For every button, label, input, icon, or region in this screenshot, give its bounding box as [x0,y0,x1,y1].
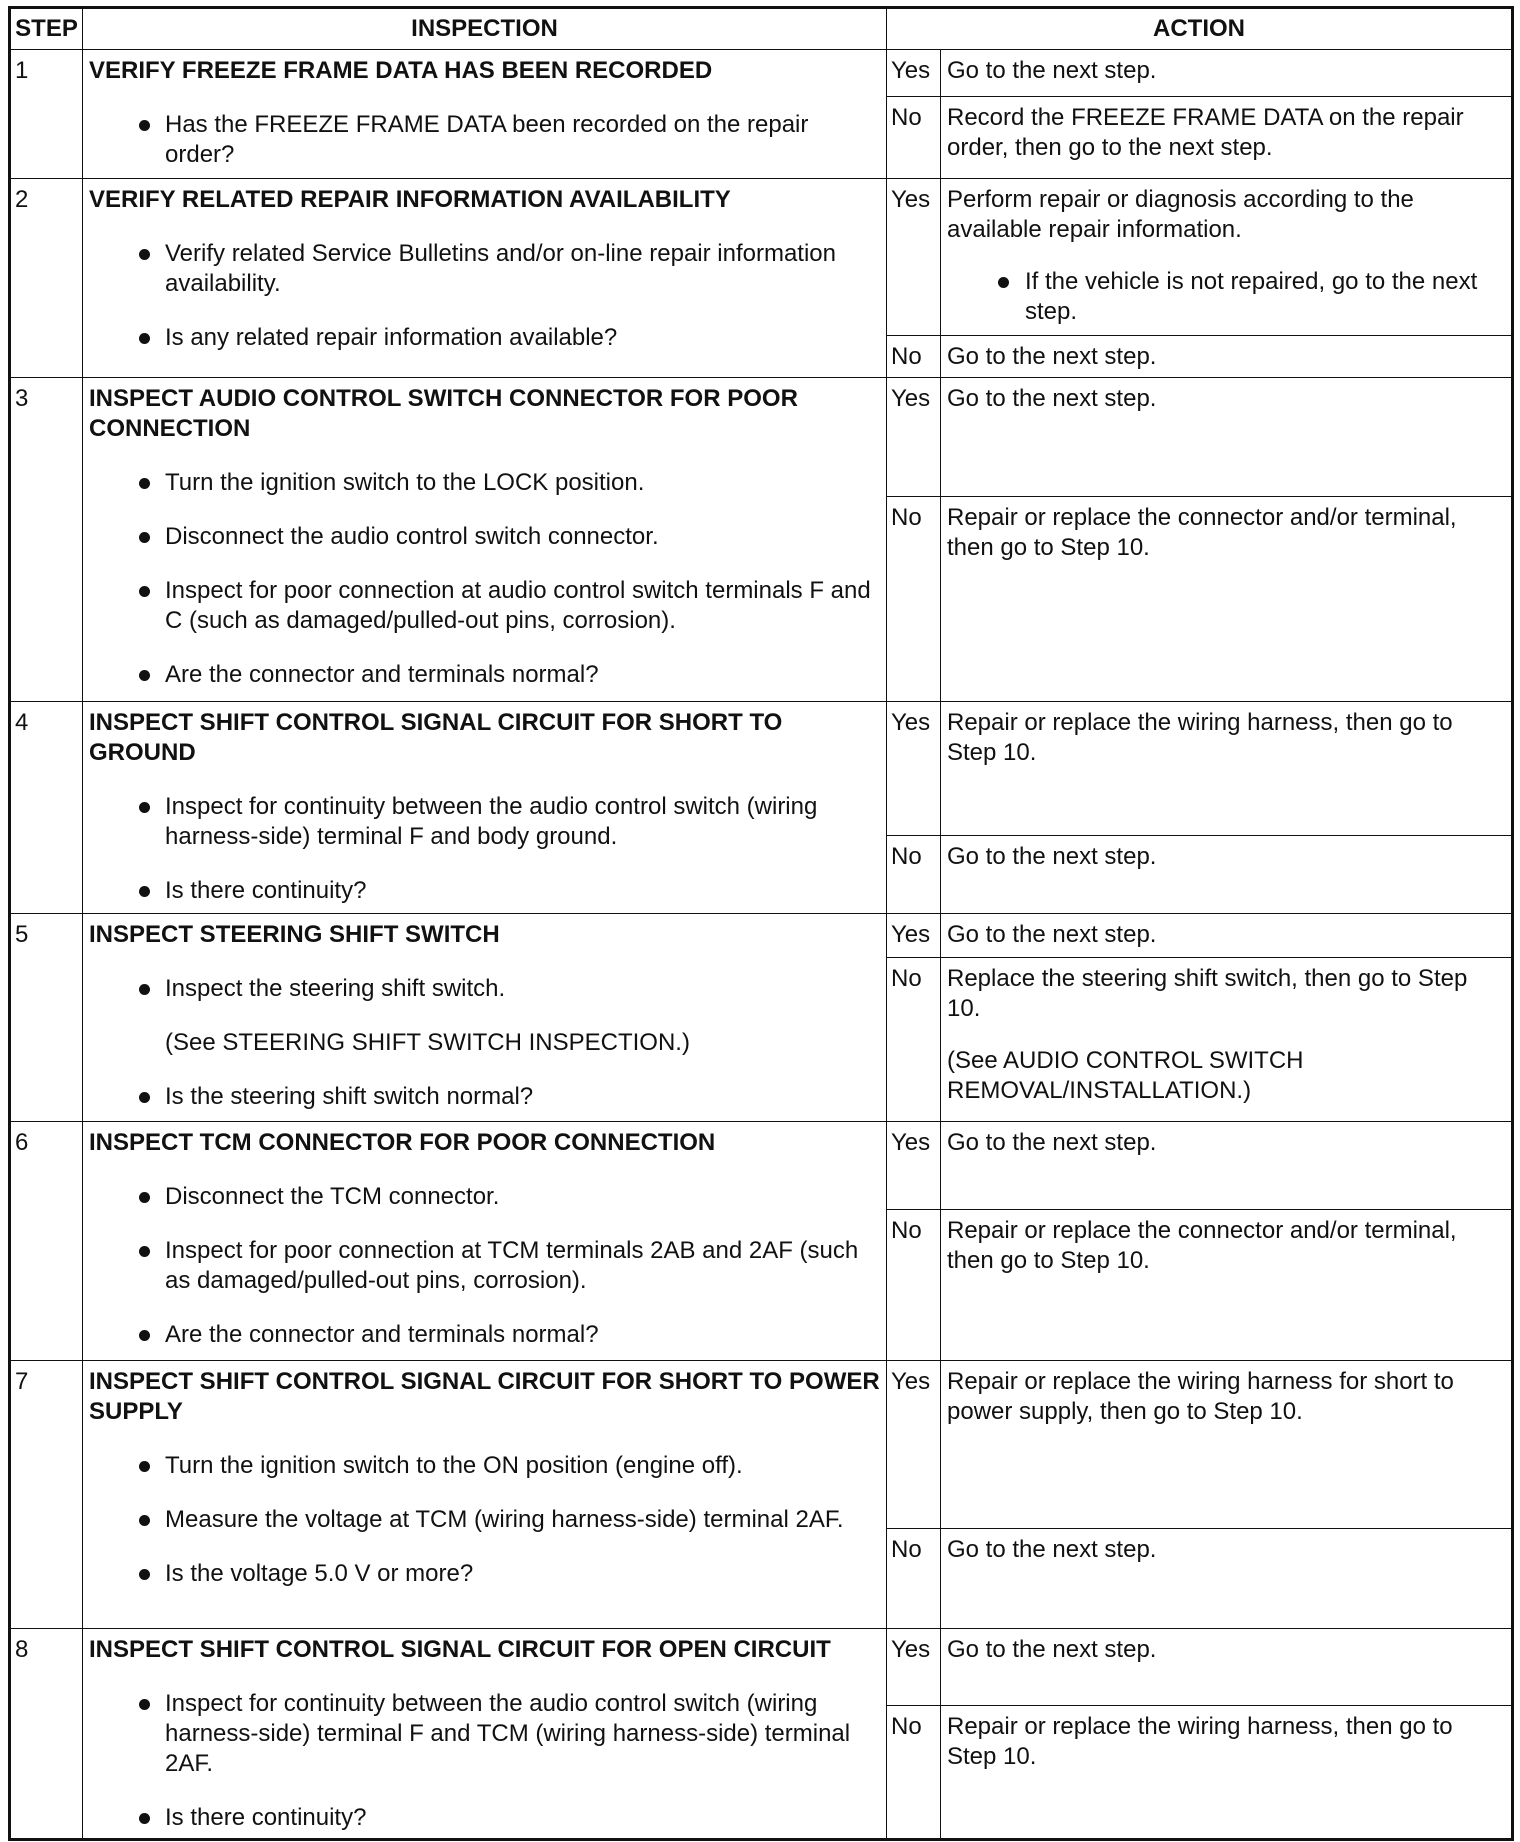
inspection-note: (See STEERING SHIFT SWITCH INSPECTION.) [165,1029,690,1056]
step-row-yes [10,378,1513,497]
step-row-yes [10,1122,1513,1210]
inspection-bullet: Inspect for continuity between the audio control switch (wiring harness-side) terminal F and TCM (wiring harness-side) terminal 2AF. [89,1689,880,1779]
no-action: Go to the next step. [941,336,1513,378]
no-action: Repair or replace the connector and/or terminal, then go to Step 10. [941,497,1513,702]
yes-label: Yes [887,1122,941,1210]
inspection-cell [83,1361,887,1629]
inspection-bullet: Is there continuity? [89,876,880,906]
inspection-bullet: Disconnect the TCM connector. [89,1182,880,1212]
inspection-cell [83,50,887,179]
step-title: INSPECT TCM CONNECTOR FOR POOR CONNECTION [89,1129,716,1156]
no-action: Repair or replace the wiring harness, then go to Step 10. [941,1706,1513,1840]
yes-label: Yes [887,1629,941,1706]
inspection-bullet: Inspect for poor connection at TCM terminals 2AB and 2AF (such as damaged/pulled-out pins, corrosion). [89,1236,880,1296]
no-action: Repair or replace the connector and/or terminal, then go to Step 10. [941,1210,1513,1361]
procedure-table-container [8,6,1511,1841]
inspection-cell [83,1122,887,1361]
step-title: VERIFY RELATED REPAIR INFORMATION AVAILABILITY [89,186,731,213]
step-row-yes [10,179,1513,336]
step-title: INSPECT AUDIO CONTROL SWITCH CONNECTOR FOR POOR CONNECTION [89,385,798,442]
inspection-bullet: Verify related Service Bulletins and/or on-line repair information availability. [89,239,880,299]
action-column-header: ACTION [887,8,1513,50]
action-note: (See AUDIO CONTROL SWITCH REMOVAL/INSTALLATION.) [947,1047,1304,1104]
inspection-bullet: Measure the voltage at TCM (wiring harness-side) terminal 2AF. [89,1505,880,1535]
inspection-bullet: Is the steering shift switch normal? [89,1082,880,1112]
yes-label: Yes [887,179,941,336]
inspection-bullet: Is there continuity? [89,1803,880,1833]
step-number: 8 [10,1629,83,1840]
inspection-bullet: Turn the ignition switch to the ON position (engine off). [89,1451,880,1481]
step-row-yes [10,1361,1513,1529]
inspection-bullet: Inspect for continuity between the audio control switch (wiring harness-side) terminal F and body ground. [89,792,880,852]
inspection-cell [83,378,887,702]
yes-action: Go to the next step. [941,50,1513,97]
yes-label: Yes [887,914,941,958]
step-title: INSPECT SHIFT CONTROL SIGNAL CIRCUIT FOR SHORT TO POWER SUPPLY [89,1368,880,1425]
yes-action: Go to the next step. [941,1122,1513,1210]
yes-label: Yes [887,50,941,97]
action-bullet: If the vehicle is not repaired, go to the next step. [947,267,1505,327]
inspection-bullet: Has the FREEZE FRAME DATA been recorded on the repair order? [89,110,880,170]
yes-action: Repair or replace the wiring harness, then go to Step 10. [941,702,1513,836]
no-label: No [887,1529,941,1629]
step-row-yes [10,50,1513,97]
step-number: 1 [10,50,83,179]
diagnostic-procedure-table [8,6,1514,1841]
step-row-yes [10,702,1513,836]
step-number: 3 [10,378,83,702]
step-title: INSPECT SHIFT CONTROL SIGNAL CIRCUIT FOR OPEN CIRCUIT [89,1636,831,1663]
inspection-cell [83,702,887,914]
yes-label: Yes [887,1361,941,1529]
no-label: No [887,497,941,702]
no-action: Go to the next step. [941,836,1513,914]
step-title: INSPECT STEERING SHIFT SWITCH [89,921,500,948]
yes-label: Yes [887,378,941,497]
no-label: No [887,336,941,378]
yes-action-cell [941,179,1513,336]
step-number: 6 [10,1122,83,1361]
step-column-header: STEP [10,8,83,50]
yes-label: Yes [887,702,941,836]
yes-action: Repair or replace the wiring harness for short to power supply, then go to Step 10. [941,1361,1513,1529]
step-number: 5 [10,914,83,1122]
inspection-cell [83,179,887,378]
no-label: No [887,958,941,1122]
no-label: No [887,836,941,914]
inspection-cell [83,914,887,1122]
inspection-cell [83,1629,887,1840]
no-label: No [887,1210,941,1361]
yes-action: Go to the next step. [941,378,1513,497]
no-action: Replace the steering shift switch, then go to Step 10. [947,965,1468,1022]
step-row-yes [10,1629,1513,1706]
inspection-bullet: Turn the ignition switch to the LOCK position. [89,468,880,498]
inspection-bullet: Inspect the steering shift switch. [89,974,880,1004]
step-number: 7 [10,1361,83,1629]
inspection-column-header: INSPECTION [83,8,887,50]
step-row-yes [10,914,1513,958]
yes-action: Go to the next step. [941,914,1513,958]
step-title: INSPECT SHIFT CONTROL SIGNAL CIRCUIT FOR SHORT TO GROUND [89,709,783,766]
no-action: Go to the next step. [941,1529,1513,1629]
no-label: No [887,1706,941,1840]
yes-action: Go to the next step. [941,1629,1513,1706]
no-action-cell [941,958,1513,1122]
table-header-row [10,8,1513,50]
yes-action: Perform repair or diagnosis according to the available repair information. [947,186,1414,243]
inspection-bullet: Are the connector and terminals normal? [89,660,880,690]
step-title: VERIFY FREEZE FRAME DATA HAS BEEN RECORDED [89,57,713,84]
inspection-bullet: Inspect for poor connection at audio control switch terminals F and C (such as damaged/pulled-out pins, corrosion). [89,576,880,636]
inspection-bullet: Are the connector and terminals normal? [89,1320,880,1350]
no-label: No [887,97,941,179]
inspection-bullet: Disconnect the audio control switch connector. [89,522,880,552]
inspection-bullet: Is the voltage 5.0 V or more? [89,1559,880,1589]
inspection-bullet: Is any related repair information available? [89,323,880,353]
step-number: 2 [10,179,83,378]
no-action: Record the FREEZE FRAME DATA on the repair order, then go to the next step. [941,97,1513,179]
step-number: 4 [10,702,83,914]
